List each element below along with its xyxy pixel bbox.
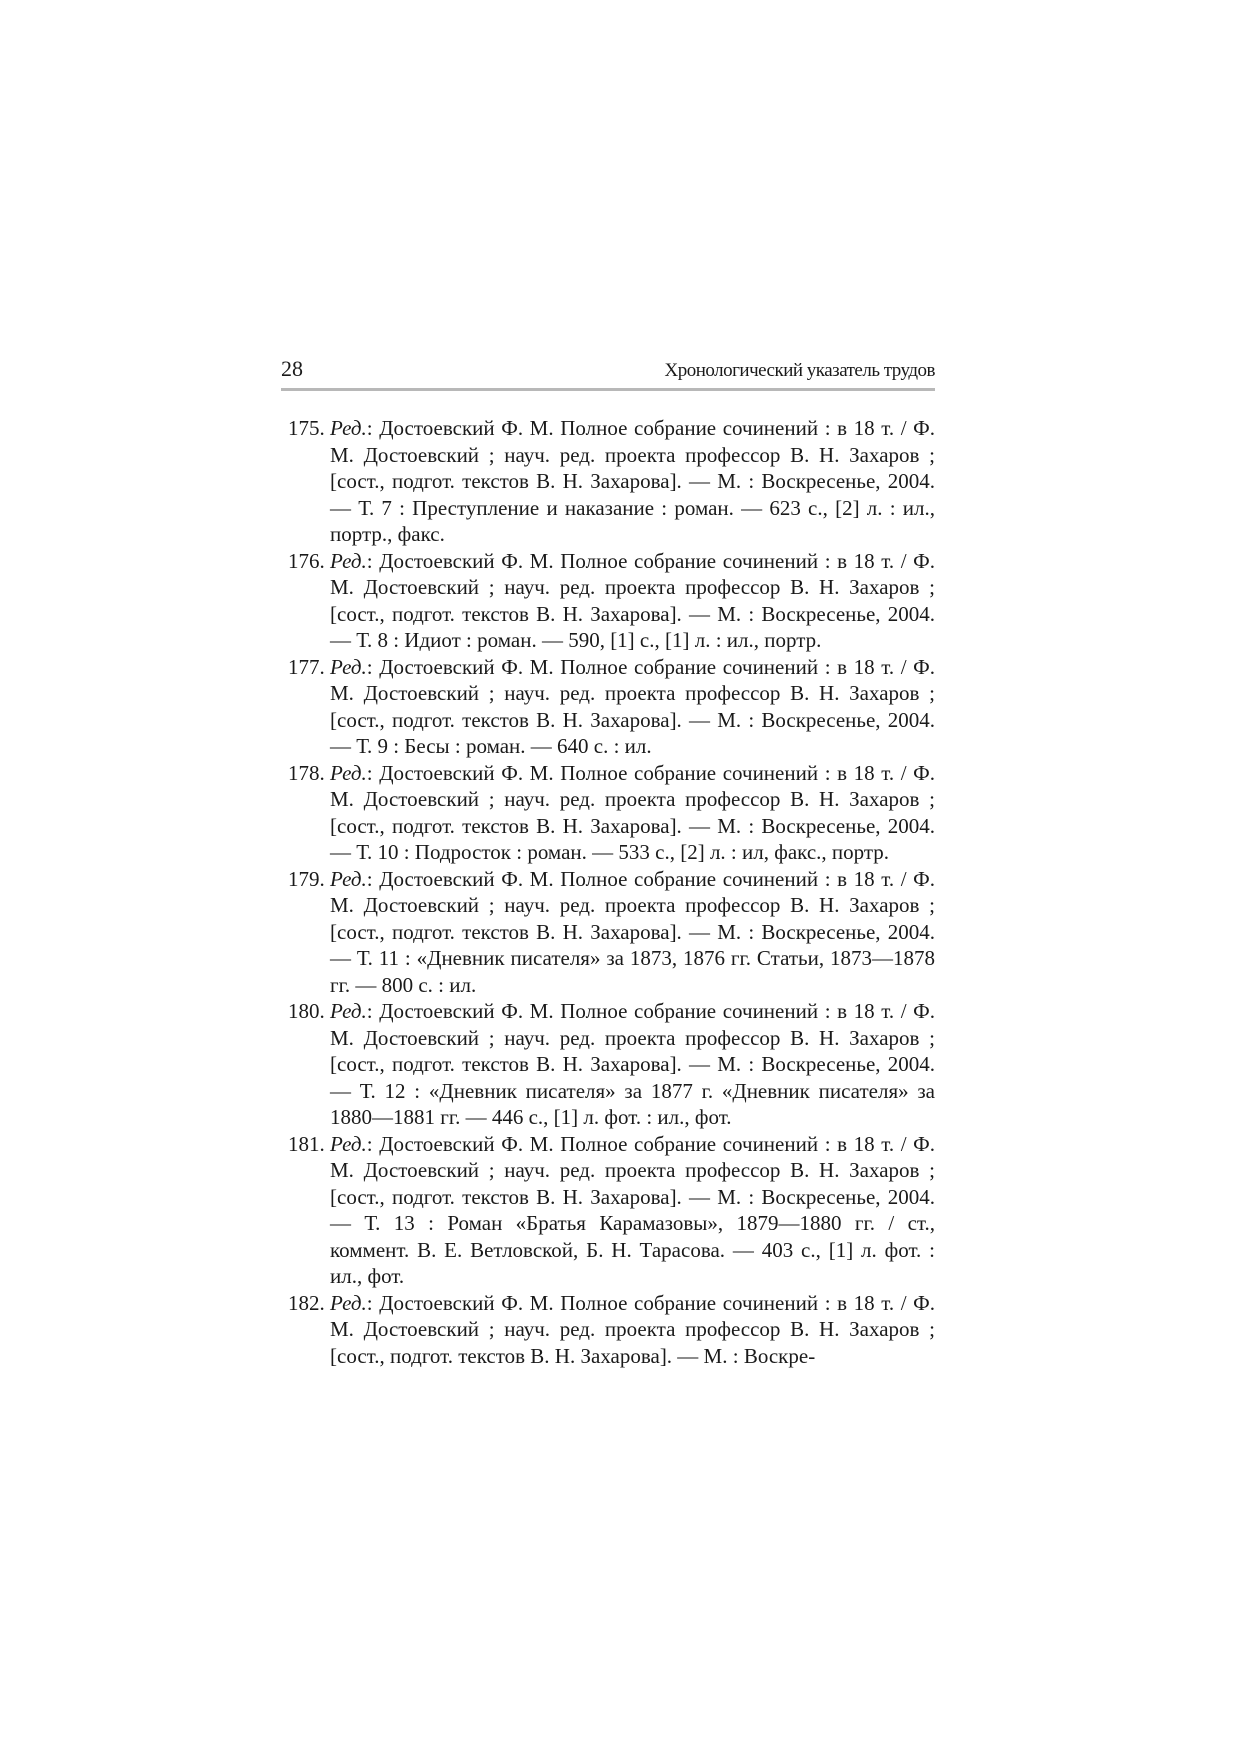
entry-number: 175. <box>288 416 325 440</box>
entry-role: Ред. <box>330 654 367 679</box>
page-header <box>281 354 935 391</box>
entry-number: 177. <box>288 654 325 679</box>
entry-number: 178. <box>288 760 325 785</box>
entry-text: : Достоевский Ф. М. Полное собрание сочинений : в 18 т. / Ф. М. Достоевский ; науч. ред. проекта профессор В. Н. Захаров ; [сост., подгот. текстов В. Н. Захарова]. — М. : Воскресенье, 2004. — Т. 11 : «Дневник писателя» за 1873, 1876 гг. Статьи, 1873—1878 гг. — 800 с. : ил. <box>330 866 935 997</box>
entry-role: Ред. <box>330 1131 367 1156</box>
bibliography-entry-177 <box>281 654 935 760</box>
bibliography-entry-181 <box>281 1131 935 1290</box>
entry-text: : Достоевский Ф. М. Полное собрание сочинений : в 18 т. / Ф. М. Достоевский ; науч. ред. проекта профессор В. Н. Захаров ; [сост., подгот. текстов В. Н. Захарова]. — М. : Воскресенье, 2004. — Т. 9 : Бесы : роман. — 640 с. : ил. <box>330 654 935 758</box>
entry-text: : Достоевский Ф. М. Полное собрание сочинений : в 18 т. / Ф. М. Достоевский ; науч. ред. проекта профессор В. Н. Захаров ; [сост., подгот. текстов В. Н. Захарова]. — М. : Воскресенье, 2004. — Т. 7 : Преступление и наказание : роман. — 623 с., [2] л. : ил., портр., факс. <box>330 416 935 546</box>
entry-role: Ред. <box>330 548 367 573</box>
entry-text: : Достоевский Ф. М. Полное собрание сочинений : в 18 т. / Ф. М. Достоевский ; науч. ред. проекта профессор В. Н. Захаров ; [сост., подгот. текстов В. Н. Захарова]. — М. : Воскресенье, 2004. — Т. 13 : Роман «Братья Карамазовы», 1879—1880 гг. / ст., коммент. В. Е. Ветловской, Б. Н. Тарасова. — 403 с., [1] л. фот. : ил., фот. <box>330 1131 935 1288</box>
entry-text: : Достоевский Ф. М. Полное собрание сочинений : в 18 т. / Ф. М. Достоевский ; науч. ред. проекта профессор В. Н. Захаров ; [сост., подгот. текстов В. Н. Захарова]. — М. : Воскре- <box>330 1290 935 1368</box>
entry-text: : Достоевский Ф. М. Полное собрание сочинений : в 18 т. / Ф. М. Достоевский ; науч. ред. проекта профессор В. Н. Захаров ; [сост., подгот. текстов В. Н. Захарова]. — М. : Воскресенье, 2004. — Т. 12 : «Дневник писателя» за 1877 г. «Дневник писателя» за 1880—1881 гг. — 446 с., [1] л. фот. : ил., фот. <box>330 999 935 1129</box>
entry-role: Ред. <box>330 1290 367 1315</box>
bibliography-entry-175 <box>281 415 935 548</box>
page-number: 28 <box>281 356 303 381</box>
bibliography-entry-176 <box>281 548 935 654</box>
entry-text: : Достоевский Ф. М. Полное собрание сочинений : в 18 т. / Ф. М. Достоевский ; науч. ред. проекта профессор В. Н. Захаров ; [сост., подгот. текстов В. Н. Захарова]. — М. : Воскресенье, 2004. — Т. 10 : Подросток : роман. — 533 с., [2] л. : ил, факс., портр. <box>330 760 935 864</box>
running-title: Хронологический указатель трудов <box>664 360 935 381</box>
entry-role: Ред. <box>330 866 367 891</box>
entry-role: Ред. <box>330 416 367 440</box>
entry-role: Ред. <box>330 999 367 1023</box>
entry-number: 176. <box>288 548 325 573</box>
bibliography-list <box>281 415 935 1369</box>
entry-number: 181. <box>288 1131 325 1156</box>
bibliography-entry-182 <box>281 1290 935 1370</box>
entry-role: Ред. <box>330 760 367 785</box>
entry-number: 182. <box>288 1290 325 1315</box>
entry-number: 179. <box>288 866 325 891</box>
entry-number: 180. <box>288 999 325 1023</box>
bibliography-entry-178 <box>281 760 935 866</box>
bibliography-entry-179 <box>281 866 935 999</box>
bibliography-entry-180 <box>281 998 935 1131</box>
entry-text: : Достоевский Ф. М. Полное собрание сочинений : в 18 т. / Ф. М. Достоевский ; науч. ред. проекта профессор В. Н. Захаров ; [сост., подгот. текстов В. Н. Захарова]. — М. : Воскресенье, 2004. — Т. 8 : Идиот : роман. — 590, [1] с., [1] л. : ил., портр. <box>330 548 935 652</box>
